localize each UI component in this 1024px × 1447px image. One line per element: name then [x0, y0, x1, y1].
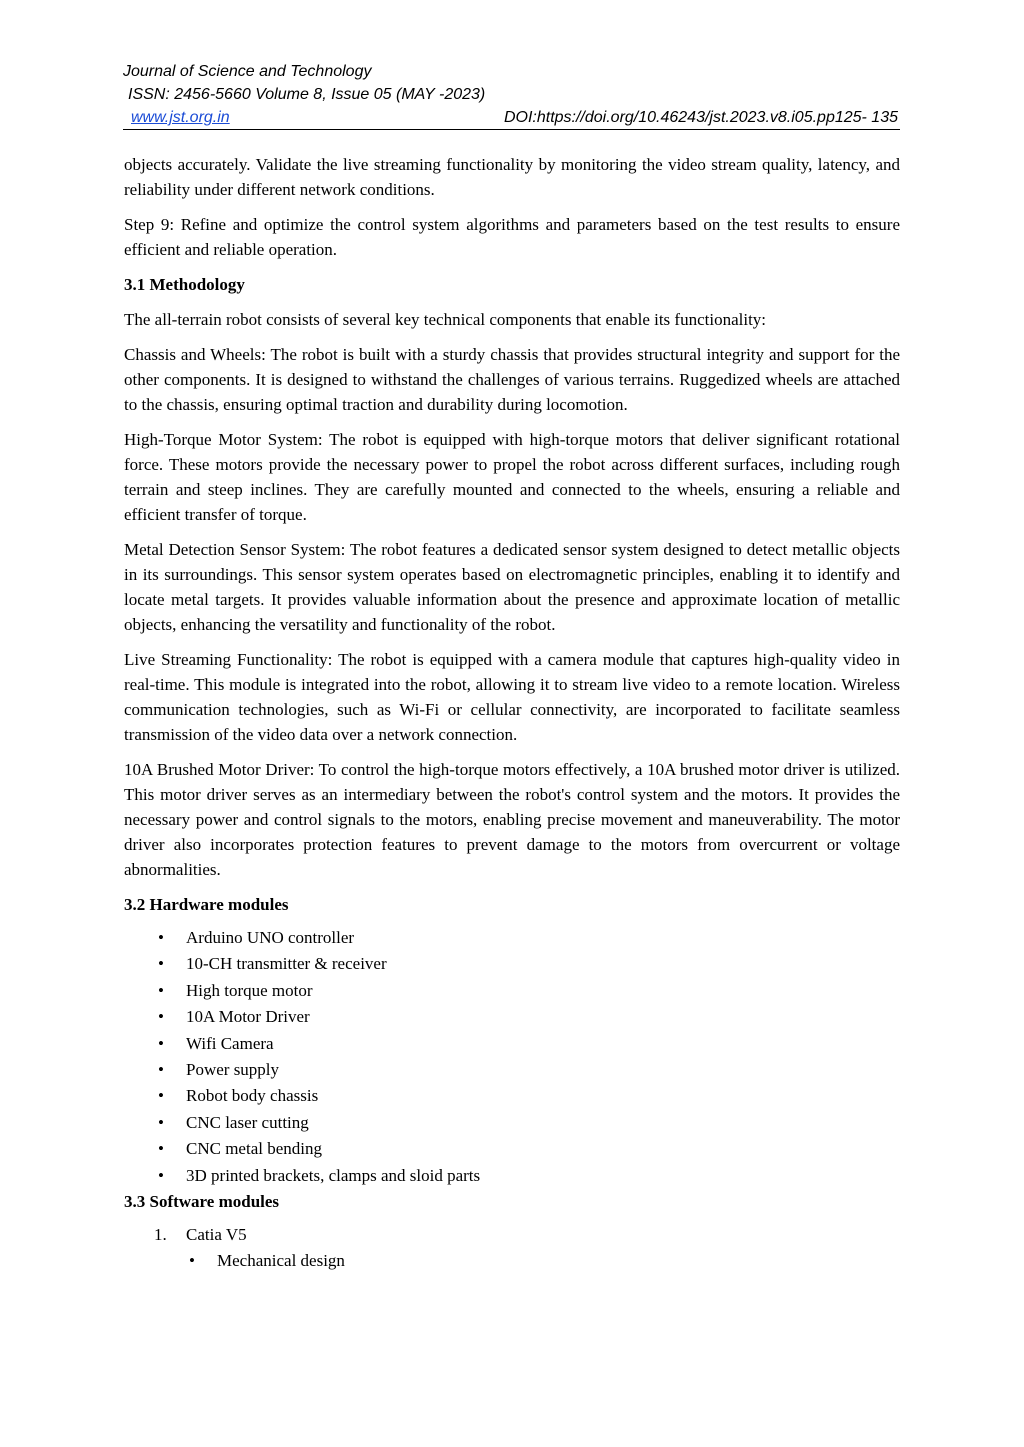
journal-doi: DOI:https://doi.org/10.46243/jst.2023.v8.i05.pp125- 135: [503, 109, 898, 126]
bullet-icon: •: [158, 1007, 164, 1027]
bullet-icon: •: [158, 1165, 164, 1185]
software-sub-list: [124, 1248, 900, 1274]
list-item: • High torque motor: [124, 978, 900, 1004]
paragraph-live-streaming: Live Streaming Functionality: The robot is equipped with a camera module that captures high-quality video in real-time. This module is integrated into the robot, allowing it to stream live video to a remote location. Wireless communication technologies, such as Wi-Fi or cellular connectivity, are incorporated to facilitate seamless transmission of the video data over a network connection.: [124, 650, 900, 744]
bullet-icon: •: [158, 954, 164, 974]
journal-title: Journal of Science and Technology: [123, 63, 372, 80]
list-item: • Power supply: [124, 1057, 900, 1083]
bullet-icon: •: [158, 1112, 164, 1132]
list-item: • Arduino UNO controller: [124, 925, 900, 951]
list-item: • Wifi Camera: [124, 1031, 900, 1057]
journal-website-link[interactable]: www.jst.org.in: [131, 109, 230, 126]
section-heading-hardware: 3.2 Hardware modules: [124, 895, 289, 914]
bullet-icon: •: [158, 1139, 164, 1159]
list-item: • 10A Motor Driver: [124, 1004, 900, 1030]
software-module-list: [124, 1222, 900, 1248]
bullet-icon: •: [158, 980, 164, 1000]
journal-issn: ISSN: 2456-5660 Volume 8, Issue 05 (MAY -2023): [128, 86, 486, 103]
list-item: • CNC metal bending: [124, 1136, 900, 1162]
bullet-icon: •: [158, 1060, 164, 1080]
journal-header: [123, 60, 900, 130]
section-heading-software: 3.3 Software modules: [124, 1192, 280, 1212]
bullet-icon: •: [158, 928, 164, 947]
list-item: • Robot body chassis: [124, 1083, 900, 1109]
paragraph-step-9: Step 9: Refine and optimize the control system algorithms and parameters based on the test results to ensure efficient and reliable operation.: [124, 215, 900, 259]
section-heading-methodology: 3.1 Methodology: [124, 275, 245, 294]
list-item: • 3D printed brackets, clamps and sloid parts: [124, 1163, 900, 1189]
paper-body: [124, 152, 900, 1275]
paragraph-chassis-wheels: Chassis and Wheels: The robot is built with a sturdy chassis that provides structural integrity and support for the other components. It is designed to withstand the challenges of various terrains. Ruggedized wheels are attached to the chassis, ensuring optimal traction and durability during locomotion.: [124, 345, 900, 414]
hardware-module-list: [124, 925, 900, 1189]
bullet-icon: •: [158, 1033, 164, 1053]
list-item: • Mechanical design: [124, 1248, 900, 1274]
software-name: Catia V5: [186, 1225, 247, 1245]
paragraph-methodology-intro: The all-terrain robot consists of several key technical components that enable its functionality:: [124, 310, 767, 329]
list-item: • CNC laser cutting: [124, 1110, 900, 1136]
paragraph-metal-detection: Metal Detection Sensor System: The robot features a dedicated sensor system designed to detect metallic objects in its surroundings. This sensor system operates based on electromagnetic principles, enabling it to identify and locate metal targets. It provides valuable information about the presence and approximate location of metallic objects, enhancing the versatility and functionality of the robot.: [124, 540, 900, 634]
paragraph-high-torque-motor: High-Torque Motor System: The robot is equipped with high-torque motors that deliver significant rotational force. These motors provide the necessary power to propel the robot across different surfaces, including rough terrain and steep inclines. They are carefully mounted and connected to the wheels, ensuring a reliable and efficient transfer of torque.: [124, 430, 900, 524]
list-item: • 10-CH transmitter & receiver: [124, 951, 900, 977]
list-item: [124, 1222, 900, 1248]
list-number: 1.: [154, 1225, 167, 1245]
header-link-row: [123, 106, 900, 130]
bullet-icon: •: [158, 1086, 164, 1106]
bullet-icon: •: [189, 1251, 195, 1271]
paragraph-continuation: objects accurately. Validate the live streaming functionality by monitoring the video stream quality, latency, and reliability under different network conditions.: [124, 155, 900, 199]
paragraph-motor-driver: 10A Brushed Motor Driver: To control the high-torque motors effectively, a 10A brushed motor driver is utilized. This motor driver serves as an intermediary between the robot's control system and the motors. It provides the necessary power and control signals to the motors, enabling precise movement and maneuverability. The motor driver also incorporates protection features to prevent damage to the motors from overcurrent or voltage abnormalities.: [124, 760, 900, 879]
